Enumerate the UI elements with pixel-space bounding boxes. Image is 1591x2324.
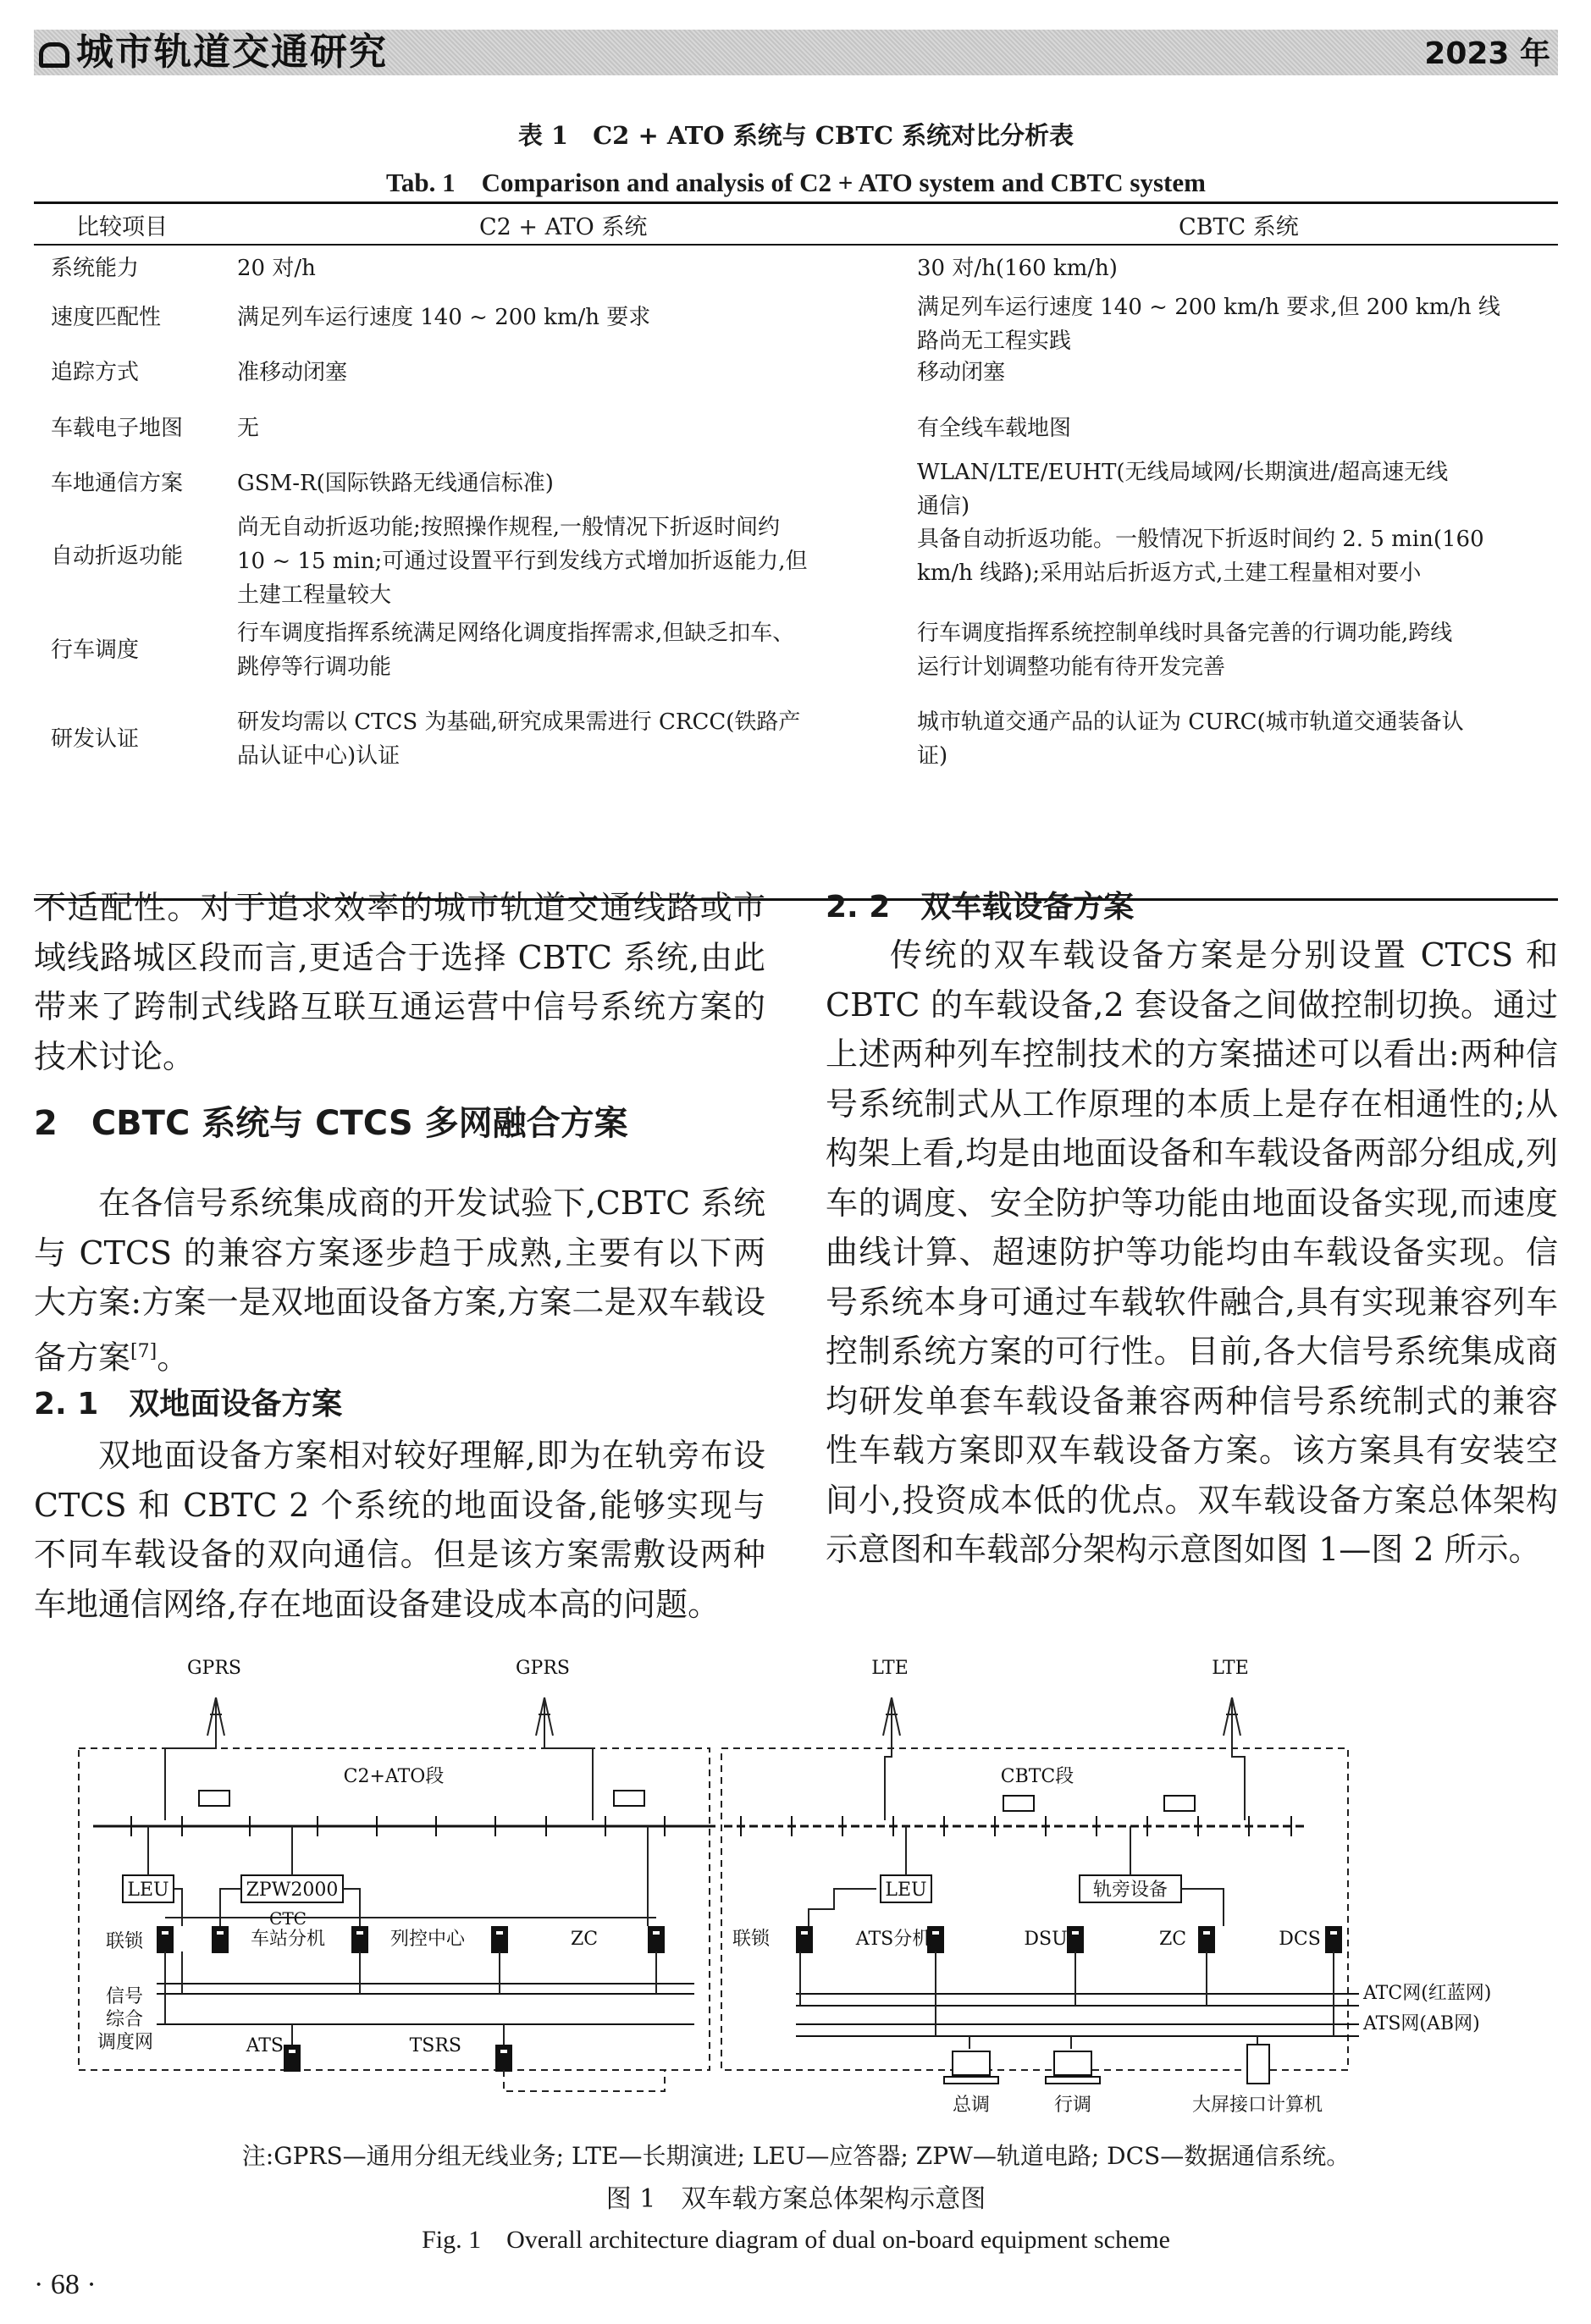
table-cell-c2ato-line: 20 对/h xyxy=(237,255,316,281)
journal-title: 城市轨道交通研究 xyxy=(34,30,388,75)
equipment-rack-icon xyxy=(1325,1926,1342,1953)
leu-label: LEU xyxy=(127,1880,169,1901)
antenna-icon xyxy=(883,1697,900,1736)
table-cell-c2ato xyxy=(237,466,914,500)
left-paragraph-3: 双地面设备方案相对较好理解,即为在轨旁布设 CTCS 和 CBTC 2 个系统的地面设备,能够实现与不同车载设备的双向通信。但是该方案需敷设两种车地通信网络,存在地面设备建设成本高的问题。 xyxy=(34,1437,765,1623)
tsrs-label: TSRS xyxy=(409,2035,461,2056)
table-cell-cbtc-line: 行车调度指挥系统控制单线时具备完善的行调功能,跨线 xyxy=(917,621,1453,646)
table-cell-cbtc xyxy=(917,522,1561,590)
table-cell-c2ato-line: 跳停等行调功能 xyxy=(237,654,392,680)
computer-icon xyxy=(1054,2051,1091,2075)
trackside-label: 轨旁设备 xyxy=(1092,1880,1168,1901)
table-cell-cbtc-line: 移动闭塞 xyxy=(917,360,1006,385)
table-cell-cbtc-line: 有全线车载地图 xyxy=(917,416,1072,441)
table-cell-c2ato-line: 研发均需以 CTCS 为基础,研究成果需进行 CRCC(铁路产 xyxy=(237,709,801,735)
train-dispatch-terminal-label: 行调 xyxy=(1053,2095,1092,2116)
right-paragraph-1: 传统的双车载设备方案是分别设置 CTCS 和 CBTC 的车载设备,2 套设备之间做控制切换。通过上述两种列车控制技术的方案描述可以看出:两种信号系统制式从工作原理的本质上是存在相通性的;从构架上看,均是由地面设备和车载设备两部分组成,列车的调度、安全防护等功能由地面设备实现,而速度曲线计算、超速防护等功能均由车载设备实现。信号系统本身可通过车载软件融合,具有实现兼容列车控制系统方案的可行性。目前,各大信号系统集成商均研发单套车载设备兼容两种信号系统制式的兼容性车载方案即双车载设备方案。该方案具有安装空间小,投资成本低的优点。双车载设备方案总体架构示意图和车载部分架构示意图如图 1—图 2 所示。 xyxy=(826,936,1558,1568)
table-cell-cbtc-line: WLAN/LTE/EUHT(无线局域网/长期演进/超高速无线 xyxy=(917,460,1449,485)
equipment-rack-icon xyxy=(648,1926,665,1953)
table-header-item: 比较项目 xyxy=(76,214,168,240)
antenna-icon xyxy=(536,1697,553,1736)
equipment-rack-icon xyxy=(212,1926,229,1953)
table-cell-c2ato-line: 无 xyxy=(237,416,260,441)
table-cell-c2ato-line: 品认证中心)认证 xyxy=(237,743,401,769)
leu-label: LEU xyxy=(885,1880,927,1901)
train-icon xyxy=(1003,1796,1034,1811)
cbtc-section-label: CBTC段 xyxy=(1000,1766,1074,1787)
left-paragraph-2: 在各信号系统集成商的开发试验下,CBTC 系统与 CTCS 的兼容方案逐步趋于成熟,主要有以下两大方案:方案一是双地面设备方案,方案二是双车载设备方案[7]。 xyxy=(34,1184,765,1377)
antenna-label: GPRS xyxy=(186,1658,242,1679)
equipment-rack-icon xyxy=(351,1926,368,1953)
c2ato-section-label: C2+ATO段 xyxy=(343,1766,445,1787)
equipment-rack-icon xyxy=(495,2045,512,2072)
figure-note: 注:GPRS—通用分组无线业务; LTE—长期演进; LEU—应答器; ZPW—轨道电路; DCS—数据通信系统。 xyxy=(241,2142,1351,2170)
table-header-c2ato: C2 + ATO 系统 xyxy=(479,214,648,240)
journal-year: 2023 年 xyxy=(1424,36,1550,71)
table-cell-c2ato xyxy=(237,411,914,445)
table-cell-cbtc-line: 30 对/h(160 km/h) xyxy=(917,255,1118,281)
table-row xyxy=(34,602,1558,698)
table-cell-c2ato xyxy=(237,511,914,612)
table-cell-c2ato xyxy=(237,616,914,684)
figure-caption-en: Fig. 1 Overall architecture diagram of dual on-board equipment scheme xyxy=(422,2226,1170,2254)
zc-label: ZC xyxy=(570,1929,599,1950)
ats-label: ATS xyxy=(246,2035,284,2056)
train-icon xyxy=(199,1791,229,1806)
citation-7[interactable]: [7] xyxy=(130,1340,157,1362)
atc-network-label: ATC网(红蓝网) xyxy=(1363,1983,1492,2004)
signal-net-label: 调度网 xyxy=(97,2032,154,2053)
table-cell-item: 研发认证 xyxy=(51,726,140,752)
interlock-label: 联锁 xyxy=(732,1929,771,1950)
table-caption-cn: 表 1 C2 + ATO 系统与 CBTC 系统对比分析表 xyxy=(517,121,1074,150)
table-cell-c2ato-line: 土建工程量较大 xyxy=(237,582,392,608)
table-cell-cbtc-line: km/h 线路);采用站后折返方式,土建工程量相对要小 xyxy=(917,560,1422,586)
table-cell-item: 系统能力 xyxy=(51,255,140,281)
table-cell-c2ato-line: 10 ~ 15 min;可通过设置平行到发线方式增加折返能力,但 xyxy=(237,549,808,574)
equipment-rack-icon xyxy=(157,1926,174,1953)
section-2-heading: 2 CBTC 系统与 CTCS 多网融合方案 xyxy=(34,1104,628,1143)
table-cell-cbtc xyxy=(917,411,1561,445)
dcs-label: DCS xyxy=(1279,1929,1321,1950)
ats-network-label: ATS网(AB网) xyxy=(1363,2013,1480,2034)
table-cell-c2ato-line: GSM-R(国际铁路无线通信标准) xyxy=(237,470,554,496)
journal-logo-icon xyxy=(39,42,69,68)
table-cell-c2ato xyxy=(237,356,914,389)
left-paragraph-1: 不适配性。对于追求效率的城市轨道交通线路或市域线路城区段而言,更适合于选择 CBTC 系统,由此带来了跨制式线路互联互通运营中信号系统方案的技术讨论。 xyxy=(34,889,765,1075)
equipment-rack-icon xyxy=(491,1926,508,1953)
figure-caption-cn: 图 1 双车载方案总体架构示意图 xyxy=(605,2184,986,2214)
table-cell-c2ato-line: 满足列车运行速度 140 ~ 200 km/h 要求 xyxy=(237,304,651,330)
antenna-icon xyxy=(207,1697,224,1736)
screen-interface-label: 大屏接口计算机 xyxy=(1191,2095,1323,2116)
antenna-label: GPRS xyxy=(515,1658,571,1679)
dispatch-terminal-label: 总调 xyxy=(952,2095,991,2116)
table-cell-cbtc-line: 路尚无工程实践 xyxy=(917,328,1072,354)
server-icon xyxy=(1247,2045,1269,2084)
train-control-center-label: 列控中心 xyxy=(389,1929,466,1950)
table-cell-item: 速度匹配性 xyxy=(51,304,162,330)
table-cell-cbtc-line: 城市轨道交通产品的认证为 CURC(城市轨道交通装备认 xyxy=(917,709,1464,735)
table-cell-cbtc-line: 运行计划调整功能有待开发完善 xyxy=(917,654,1226,680)
ats-ext-label: ATS分机 xyxy=(855,1929,931,1950)
table-row xyxy=(34,698,1558,780)
table-cell-cbtc-line: 具备自动折返功能。一般情况下折返时间约 2. 5 min(160 xyxy=(917,527,1484,552)
figure-1 xyxy=(72,1647,1520,2129)
table-cell-item: 追踪方式 xyxy=(51,360,140,385)
table-cell-c2ato-line: 准移动闭塞 xyxy=(237,360,348,385)
antenna-label: LTE xyxy=(871,1658,909,1679)
table-cell-cbtc-line: 证) xyxy=(917,743,948,769)
table-cell-c2ato xyxy=(237,705,914,773)
table-row xyxy=(34,290,1558,354)
section-2-1-heading: 2. 1 双地面设备方案 xyxy=(34,1387,343,1421)
table-cell-c2ato-line: 尚无自动折返功能;按照操作规程,一般情况下折返时间约 xyxy=(237,515,781,540)
dsu-label: DSU xyxy=(1024,1929,1068,1950)
table-cell-item: 自动折返功能 xyxy=(51,544,184,569)
equipment-rack-icon xyxy=(284,2045,301,2072)
signal-net-label: 综合 xyxy=(106,2009,144,2030)
equipment-rack-icon xyxy=(1067,1926,1084,1953)
table-top-rule xyxy=(34,201,1558,204)
page-number: · 68 · xyxy=(34,2269,97,2300)
table-row xyxy=(34,246,1558,290)
computer-icon xyxy=(944,2077,998,2084)
equipment-rack-icon xyxy=(1198,1926,1215,1953)
table-cell-item: 车载电子地图 xyxy=(51,416,184,441)
train-icon xyxy=(1164,1796,1195,1811)
table-cell-c2ato xyxy=(237,251,914,285)
table-row xyxy=(34,401,1558,455)
table-cell-item: 车地通信方案 xyxy=(51,470,184,496)
table-header-cbtc: CBTC 系统 xyxy=(1179,214,1299,240)
antenna-label: LTE xyxy=(1212,1658,1249,1679)
table-cell-item: 行车调度 xyxy=(51,638,140,663)
table-row xyxy=(34,455,1558,519)
antenna-icon xyxy=(1224,1697,1240,1736)
computer-icon xyxy=(953,2051,990,2075)
table-row xyxy=(34,344,1558,401)
table-cell-cbtc-line: 通信) xyxy=(917,494,970,519)
table-cell-c2ato xyxy=(237,301,914,334)
signal-net-label: 信号 xyxy=(106,1986,144,2007)
equipment-rack-icon xyxy=(796,1926,813,1953)
table-cell-c2ato-line: 行车调度指挥系统满足网络化调度指挥需求,但缺乏扣车、 xyxy=(237,621,795,646)
table-caption-en: Tab. 1 Comparison and analysis of C2 + ATO system and CBTC system xyxy=(386,168,1206,197)
ctc-label: CTC xyxy=(269,1908,307,1929)
computer-icon xyxy=(1046,2077,1100,2084)
section-2-2-heading: 2. 2 双车载设备方案 xyxy=(826,890,1135,925)
interlock-label: 联锁 xyxy=(106,1931,144,1952)
station-ext-label: 车站分机 xyxy=(250,1929,326,1950)
table-cell-cbtc xyxy=(917,616,1561,684)
table-cell-cbtc xyxy=(917,705,1561,773)
table-cell-cbtc xyxy=(917,251,1561,285)
zpw2000-label: ZPW2000 xyxy=(246,1880,339,1901)
table-cell-cbtc-line: 满足列车运行速度 140 ~ 200 km/h 要求,但 200 km/h 线 xyxy=(917,295,1500,320)
train-icon xyxy=(614,1791,644,1806)
table-cell-cbtc xyxy=(917,356,1561,389)
zc-label: ZC xyxy=(1158,1929,1187,1950)
table-row xyxy=(34,511,1558,608)
